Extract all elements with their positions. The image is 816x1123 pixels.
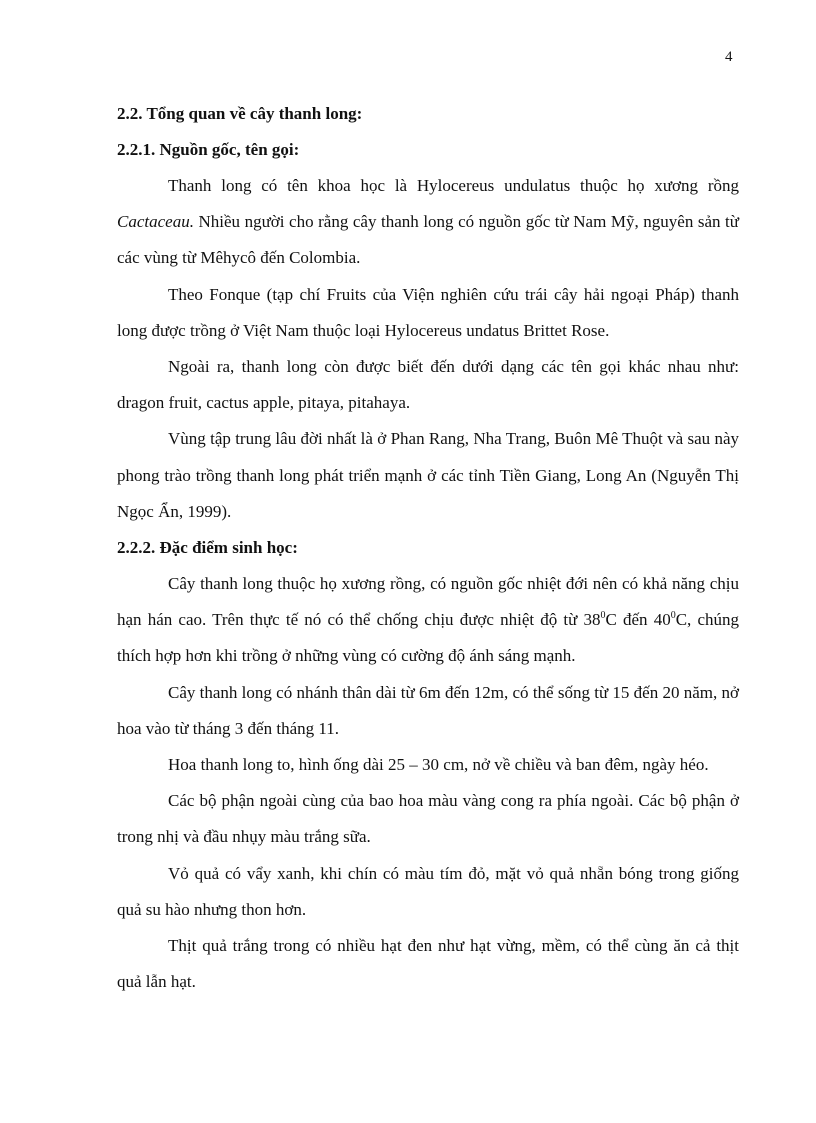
paragraph-biology-3: Hoa thanh long to, hình ống dài 25 – 30 cm, nở về chiều và ban đêm, ngày héo. — [168, 755, 709, 775]
page-number: 4 — [725, 49, 733, 65]
paragraph-biology-5: Vỏ quả có vẩy xanh, khi chín có màu tím đỏ, mặt vỏ quả nhẵn bóng trong giống quả su hào nhưng thon hơn. — [117, 863, 739, 919]
paragraph-origin-4: Vùng tập trung lâu đời nhất là ở Phan Rang, Nha Trang, Buôn Mê Thuột và sau này phong trào trồng thanh long phát triển mạnh ở các tỉnh Tiền Giang, Long An (Nguyễn Thị Ngọc Ẩn, 1999). — [117, 429, 739, 521]
subsection-heading-origin: 2.2.1. Nguồn gốc, tên gọi: — [117, 140, 300, 159]
paragraph-origin-3: Ngoài ra, thanh long còn được biết đến dưới dạng các tên gọi khác nhau như: dragon fruit, cactus apple, pitaya, pitahaya. — [117, 357, 739, 413]
paragraph-biology-2: Cây thanh long có nhánh thân dài từ 6m đến 12m, có thể sống từ 15 đến 20 năm, nở hoa vào từ tháng 3 đến tháng 11. — [117, 682, 739, 738]
paragraph-origin-1: Thanh long có tên khoa học là Hylocereus undulatus thuộc họ xương rồng Cactaceau. Nhiều người cho rằng cây thanh long có nguồn gốc từ Nam Mỹ, nguyên sản từ các vùng từ Mêhycô đến Colombia. — [117, 176, 739, 268]
document-body — [117, 96, 739, 1000]
paragraph-biology-4: Các bộ phận ngoài cùng của bao hoa màu vàng cong ra phía ngoài. Các bộ phận ở trong nhị và đầu nhụy màu trắng sữa. — [117, 791, 739, 847]
paragraph-origin-2: Theo Fonque (tạp chí Fruits của Viện nghiên cứu trái cây hải ngoại Pháp) thanh long được trồng ở Việt Nam thuộc loại Hylocereus undatus Brittet Rose. — [117, 284, 739, 340]
subsection-heading-biology: 2.2.2. Đặc điểm sinh học: — [117, 538, 298, 558]
paragraph-biology-1: Cây thanh long thuộc họ xương rồng, có nguồn gốc nhiệt đới nên có khả năng chịu hạn hán cao. Trên thực tế nó có thể chống chịu được nhiệt độ từ $38^0C$ đến $40^0C$, chúng thích hợp hơn khi trồng ở những vùng có cường độ ánh sáng mạnh. — [117, 574, 739, 666]
paragraph-biology-6: Thịt quả trắng trong có nhiều hạt đen như hạt vừng, mềm, có thể cùng ăn cả thịt quả lẫn hạt. — [117, 936, 739, 992]
section-heading: 2.2. Tổng quan về cây thanh long: — [117, 104, 363, 123]
